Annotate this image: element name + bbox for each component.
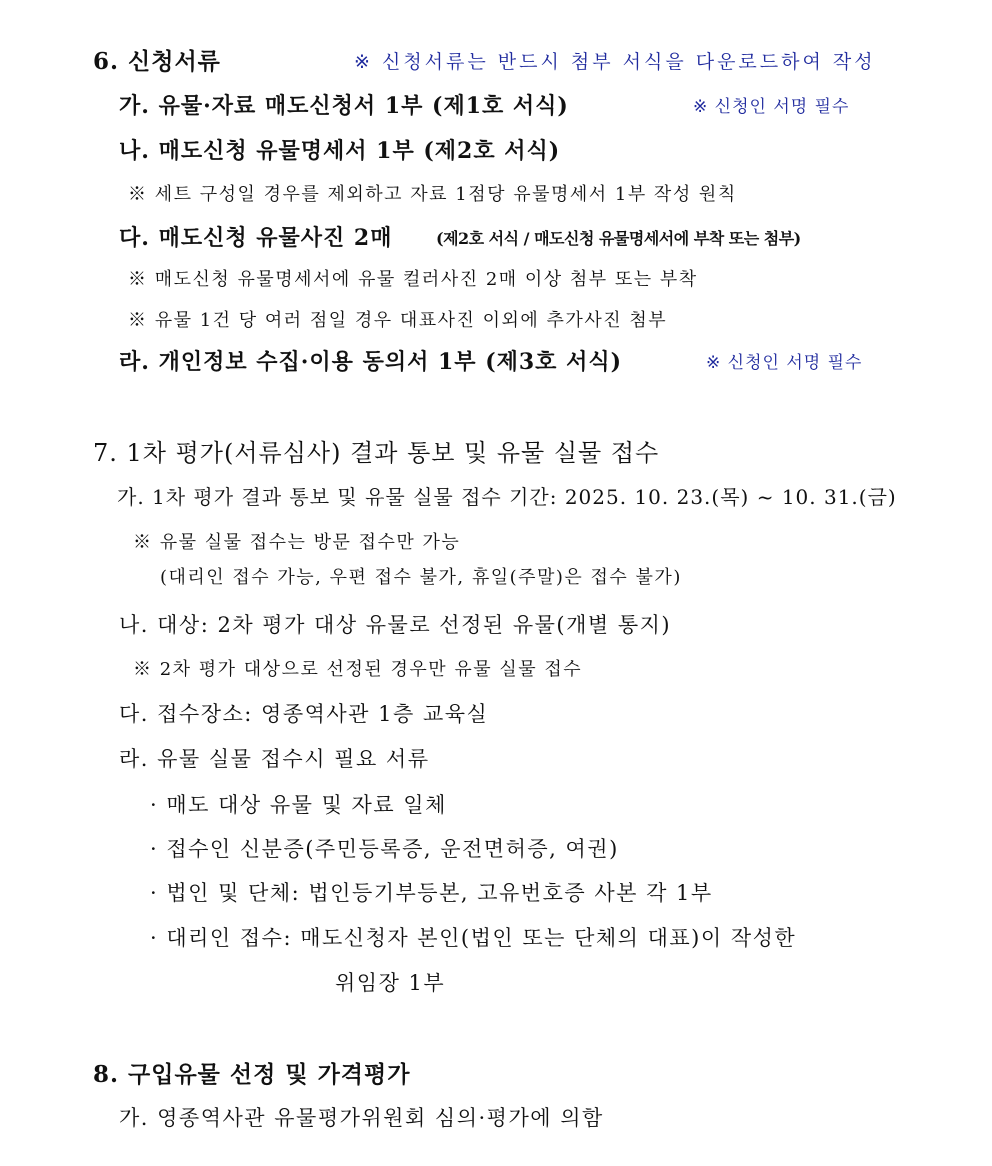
s6-item-ga-note: ※ 신청인 서명 필수 <box>693 97 850 117</box>
s8-item-ga: 가. 영종역사관 유물평가위원회 심의·평가에 의함 <box>119 1106 604 1130</box>
s7-item-ra: 라. 유물 실물 접수시 필요 서류 <box>119 747 430 771</box>
s7-bullet-4: · 대리인 접수: 매도신청자 본인(법인 또는 단체의 대표)이 작성한 <box>150 926 797 950</box>
s6-item-na-note: ※ 세트 구성일 경우를 제외하고 자료 1점당 유물명세서 1부 작성 원칙 <box>128 184 737 205</box>
section-7-title: 7. 1차 평가(서류심사) 결과 통보 및 유물 실물 접수 <box>93 439 660 467</box>
s6-item-ga: 가. 유물·자료 매도신청서 1부 (제1호 서식) <box>119 93 569 119</box>
s7-item-da: 다. 접수장소: 영종역사관 1층 교육실 <box>119 702 489 726</box>
s6-item-da-note-2: ※ 유물 1건 당 여러 점일 경우 대표사진 이외에 추가사진 첨부 <box>128 310 668 331</box>
s6-item-na: 나. 매도신청 유물명세서 1부 (제2호 서식) <box>119 138 561 164</box>
s7-bullet-3: · 법인 및 단체: 법인등기부등본, 고유번호증 사본 각 1부 <box>150 881 713 905</box>
s7-item-na-note: ※ 2차 평가 대상으로 선정된 경우만 유물 실물 접수 <box>133 659 583 680</box>
s6-item-da-paren: (제2호 서식 / 매도신청 유물명세서에 부착 또는 첨부) <box>436 229 801 248</box>
section-6-title: 6. 신청서류 <box>93 48 221 75</box>
s7-bullet-4-continuation: 위임장 1부 <box>335 971 446 995</box>
s7-item-ga-note-2: (대리인 접수 가능, 우편 접수 불가, 휴일(주말)은 접수 불가) <box>160 567 682 588</box>
section-8-title: 8. 구입유물 선정 및 가격평가 <box>93 1061 411 1088</box>
s7-item-ga-note-1: ※ 유물 실물 접수는 방문 접수만 가능 <box>133 532 461 553</box>
section-6-note: ※ 신청서류는 반드시 첨부 서식을 다운로드하여 작성 <box>354 51 876 73</box>
s6-item-da-note-1: ※ 매도신청 유물명세서에 유물 컬러사진 2매 이상 첨부 또는 부착 <box>128 269 698 290</box>
s7-bullet-1: · 매도 대상 유물 및 자료 일체 <box>150 793 447 817</box>
s7-bullet-2: · 접수인 신분증(주민등록증, 운전면허증, 여권) <box>150 837 619 861</box>
s7-item-na: 나. 대상: 2차 평가 대상 유물로 선정된 유물(개별 통지) <box>119 613 672 637</box>
s6-item-da: 다. 매도신청 유물사진 2매 <box>119 225 393 251</box>
s6-item-ra-note: ※ 신청인 서명 필수 <box>706 353 863 373</box>
s6-item-ra: 라. 개인정보 수집·이용 동의서 1부 (제3호 서식) <box>119 349 622 375</box>
s7-item-ga: 가. 1차 평가 결과 통보 및 유물 실물 접수 기간: 2025. 10. 23.(목) ~ 10. 31.(금) <box>117 485 897 509</box>
